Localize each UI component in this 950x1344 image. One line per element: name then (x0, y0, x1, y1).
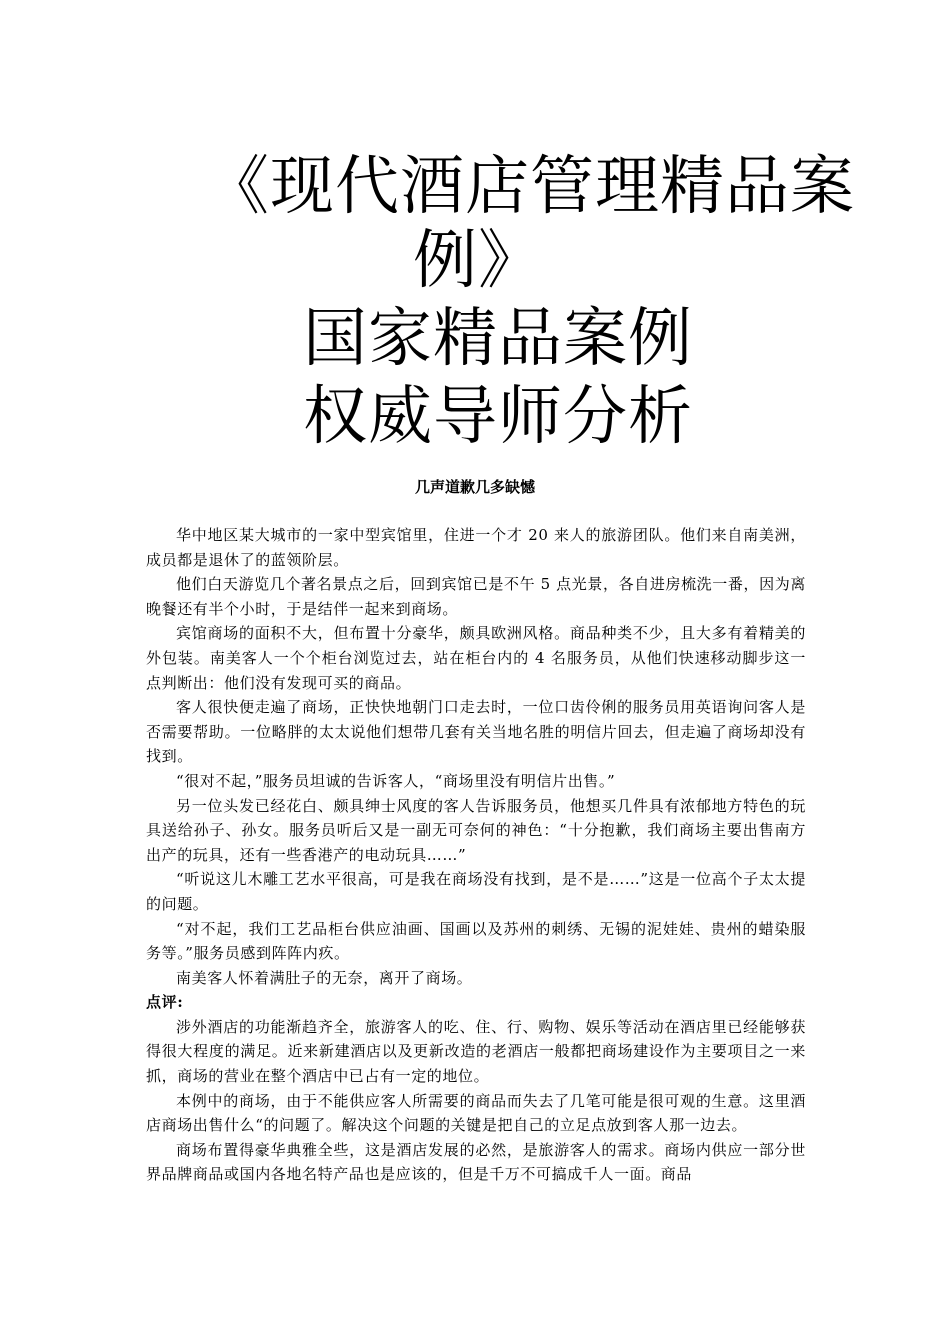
review-paragraph: 涉外酒店的功能渐趋齐全，旅游客人的吃、住、行、购物、娱乐等活动在酒店里已经能够获得很大程度的满足。近来新建酒店以及更新改造的老酒店一般都把商场建设作为主要项目之一来抓，商场的营业在整个酒店中已占有一定的地位。 (146, 1017, 806, 1086)
paragraph: 另一位头发已经花白、颇具绅士风度的客人告诉服务员，他想买几件具有浓郁地方特色的玩具送给孙子、孙女。服务员听后又是一副无可奈何的神色：“十分抱歉，我们商场主要出售南方出产的玩具，还有一些香港产的电动玩具……” (146, 796, 806, 864)
paragraph: 客人很快便走遍了商场，正快快地朝门口走去时，一位口齿伶俐的服务员用英语询问客人是否需要帮助。一位略胖的太太说他们想带几套有关当地名胜的明信片回去，但走遍了商场却没有找到。 (146, 698, 806, 766)
paragraph: “对不起，我们工艺品柜台供应油画、国画以及苏州的刺绣、无锡的泥娃娃、贵州的蜡染服务等。”服务员感到阵阵内疚。 (146, 919, 806, 963)
review-paragraph: 商场布置得豪华典雅全些，这是酒店发展的必然，是旅游客人的需求。商场内供应一部分世界品牌商品或国内各地名特产品也是应该的，但是千万不可搞成千人一面。商品 (146, 1140, 806, 1184)
paragraph: “很对不起，”服务员坦诚的告诉客人，“商场里没有明信片出售。” (176, 771, 616, 790)
paragraph: “听说这儿木雕工艺水平很高，可是我在商场没有找到，是不是……”这是一位高个子太太提的问题。 (146, 870, 806, 913)
title-line-1: 《现代酒店管理精品案 (205, 150, 855, 224)
title-line-4: 权威导师分析 (303, 380, 693, 454)
title-line-2: 例》 (413, 224, 543, 298)
case-body (146, 523, 806, 1187)
paragraph: 华中地区某大城市的一家中型宾馆里，住进一个才 20 来人的旅游团队。他们来自南美洲，成员都是退休了的蓝领阶层。 (146, 526, 806, 569)
paragraph: 他们白天游览几个著名景点之后，回到宾馆已是不午 5 点光景，各自进房梳洗一番，因为离晚餐还有半个小时，于是结伴一起来到商场。 (146, 575, 806, 618)
review-paragraph: 本例中的商场，由于不能供应客人所需要的商品而失去了几笔可能是很可观的生意。这里酒店商场出售什么“的问题了。解决这个问题的关键是把自己的立足点放到客人那一边去。 (146, 1091, 806, 1135)
review-heading: 点评: (146, 993, 184, 1012)
document-title (145, 150, 855, 454)
title-line-3: 国家精品案例 (303, 302, 693, 376)
paragraph: 南美客人怀着满肚子的无奈，离开了商场。 (176, 968, 473, 987)
case-subtitle: 几声道歉几多缺憾 (414, 478, 535, 496)
paragraph: 宾馆商场的面积不大，但布置十分豪华，颇具欧洲风格。商品种类不少，且大多有着精美的外包装。南美客人一个个柜台浏览过去，站在柜台内的 4 名服务员，从他们快速移动脚步这一点判断出：他们没有发现可买的商品。 (146, 624, 806, 692)
